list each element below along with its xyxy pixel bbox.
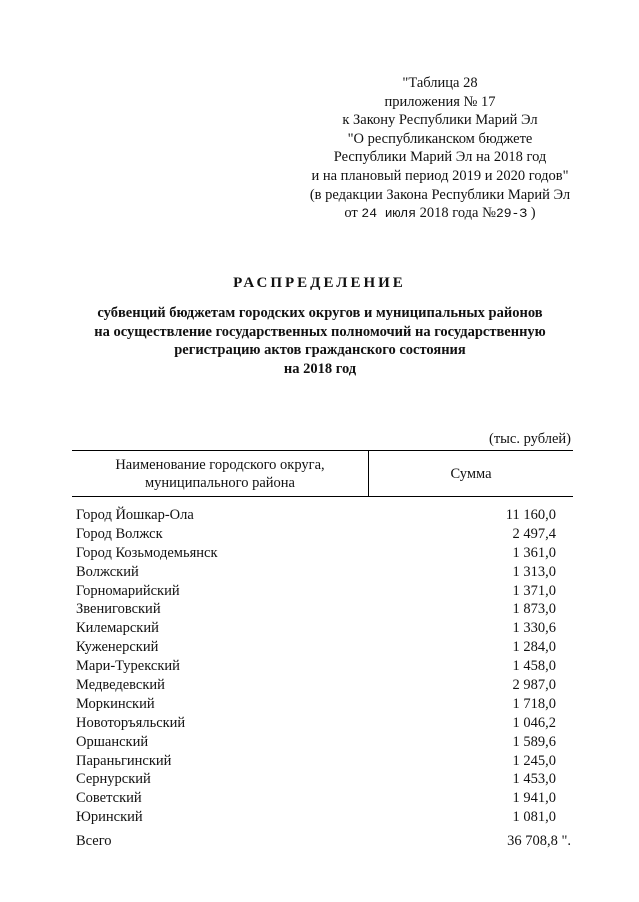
document-title: РАСПРЕДЕЛЕНИЕ [233,275,406,291]
header-line: Республики Марий Эл на 2018 год [333,149,547,166]
row-name: Новоторъяльский [76,714,186,731]
table-total-row [76,832,571,851]
table-row [76,638,556,657]
header-line-amendment [290,204,590,224]
row-value: 1 941,0 [512,790,556,807]
subtitle-line: субвенций бюджетам городских округов и муниципальных районов [97,305,543,321]
table-row [76,752,556,771]
row-value: 1 458,0 [512,658,556,675]
table-row [76,582,556,601]
row-value: 1 046,2 [512,714,556,731]
total-label: Всего [76,833,112,849]
row-name: Юринский [76,809,143,826]
row-value: 1 245,0 [512,752,556,769]
header-line: "О республиканском бюджете [347,130,533,147]
table-header [72,450,573,497]
amendment-date: 24 июля [361,206,416,222]
table-row [76,714,556,733]
row-value: 1 873,0 [512,601,556,618]
row-name: Звениговский [76,601,161,618]
table-row [76,789,556,808]
table-row [76,770,556,789]
row-value: 11 160,0 [505,507,556,523]
table-row [76,733,556,752]
table-row [76,525,556,544]
document-subtitle [60,304,580,378]
row-value: 1 330,6 [512,620,556,637]
row-value: 1 081,0 [512,809,556,826]
row-value: 2 987,0 [512,677,556,694]
table-body [76,506,556,827]
header-line: к Закону Республики Марий Эл [342,112,538,129]
column-header-name-line: муниципального района [144,474,295,491]
row-name: Город Волжск [76,525,163,542]
header-line: "Таблица 28 [402,75,478,91]
subtitle-line: на 2018 год [283,360,357,377]
row-value: 1 284,0 [512,639,556,656]
amendment-year: 2018 года № [419,205,496,222]
row-name: Волжский [76,563,139,580]
row-name: Город Козьмодемьянск [76,544,218,561]
row-value: 1 718,0 [512,695,556,712]
subtitle-line: на осуществление государственных полномочий на государственную [94,323,546,340]
table-row [76,506,556,525]
header-line: и на плановый период 2019 и 2020 годов" [311,167,569,184]
table-row [76,600,556,619]
column-header-name-line: Наименование городского округа, [115,456,325,473]
table-row [76,695,556,714]
row-value: 1 371,0 [512,582,556,599]
table-row [76,544,556,563]
row-name: Город Йошкар-Ола [76,507,194,523]
row-value: 1 453,0 [512,771,556,788]
row-name: Параньгинский [76,752,172,769]
row-value: 1 313,0 [512,563,556,580]
row-value: 2 497,4 [512,525,556,542]
row-value: 1 361,0 [512,544,556,561]
row-name: Оршанский [76,733,149,750]
total-value: 36 708,8 ". [507,833,571,849]
row-name: Медведевский [76,677,165,694]
header-line: приложения № 17 [384,93,496,110]
row-name: Мари-Турекский [76,658,180,675]
amendment-prefix: от [344,205,358,222]
table-row [76,676,556,695]
amendment-suffix: ) [530,205,536,222]
header-line: (в редакции Закона Республики Марий Эл [309,186,571,203]
column-header-sum: Сумма [450,465,492,482]
row-name: Моркинский [76,695,155,712]
row-name: Горномарийский [76,582,180,599]
table-row [76,563,556,582]
units-label: (тыс. рублей) [489,431,571,447]
subtitle-line: регистрацию актов гражданского состояния [174,342,466,359]
row-name: Куженерский [76,639,159,656]
document-header [290,74,590,224]
column-header-name [72,451,369,496]
row-name: Килемарский [76,620,159,637]
row-name: Сернурский [76,771,151,788]
row-value: 1 589,6 [512,733,556,750]
row-name: Советский [76,790,142,807]
table-row [76,808,556,827]
amendment-number: 29-З [495,206,528,222]
table-row [76,619,556,638]
table-row [76,657,556,676]
